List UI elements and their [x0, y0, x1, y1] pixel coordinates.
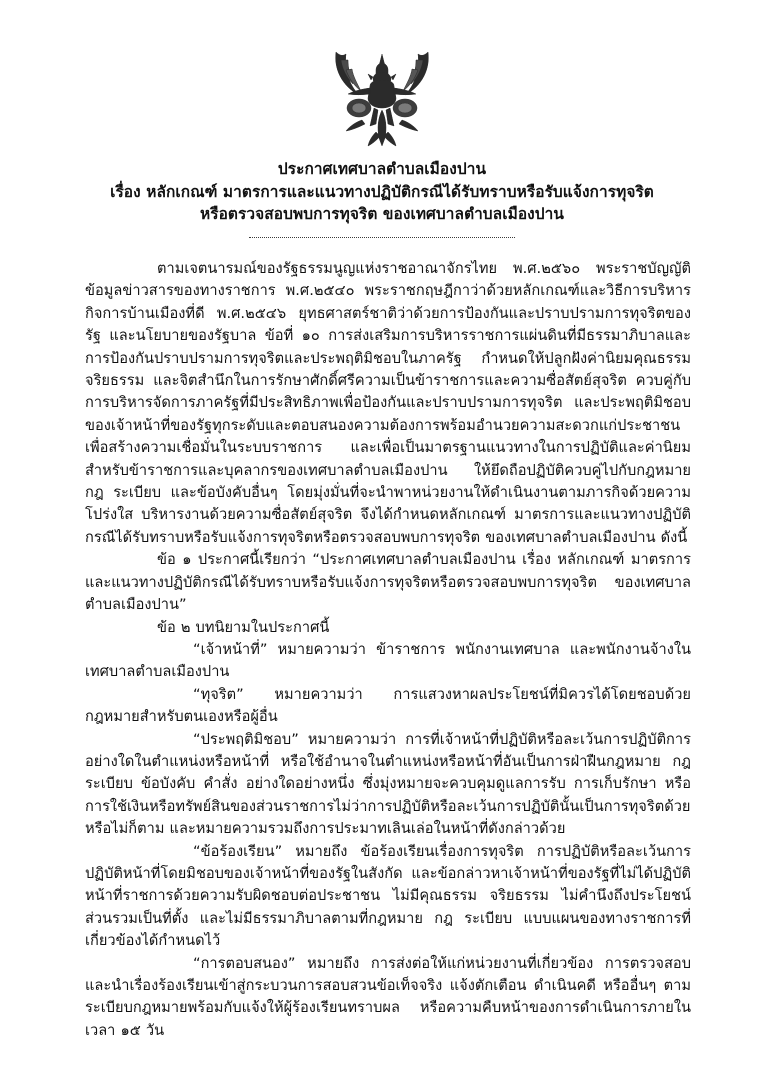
paragraph-definition-officer: “เจ้าหน้าที่” หมายความว่า ข้าราชการ พนักงานเทศบาล และพนักงานจ้างในเทศบาลตำบลเมืองปาน [85, 640, 691, 681]
paragraph-definition-response: “การตอบสนอง” หมายถึง การส่งต่อให้แก่หน่วยงานที่เกี่ยวข้อง การตรวจสอบและนำเรื่องร้องเรียนเข้าสู่กระบวนการสอบสวนข้อเท็จจริง แจ้งตักเตือน ดำเนินคดี หรืออื่นๆ ตามระเบียบกฎหมายพร้อมกับแจ้งให้ผู้ร้องเรียนทราบผล หรือความคืบหน้าของการดำเนินการภายในเวลา ๑๕ วัน [85, 954, 691, 1039]
heading-line-1: ประกาศเทศบาลตำบลเมืองปาน [277, 160, 487, 178]
garuda-emblem-icon [332, 46, 432, 150]
paragraph-clause-1: ข้อ ๑ ประกาศนี้เรียกว่า “ประกาศเทศบาลตำบลเมืองปาน เรื่อง หลักเกณฑ์ มาตรการและแนวทางปฏิบัติกรณีได้รับทราบหรือรับแจ้งการทุจริตหรือตรวจสอบพบการทุจริต ของเทศบาลตำบลเมืองปาน” [85, 551, 691, 614]
paragraph-preamble: ตามเจตนารมณ์ของรัฐธรรมนูญแห่งราชอาณาจักรไทย พ.ศ.๒๕๖๐ พระราชบัญญัติข้อมูลข่าวสารของทางราชการ พ.ศ.๒๕๔๐ พระราชกฤษฎีกาว่าด้วยหลักเกณฑ์และวิธีการบริหารกิจการบ้านเมืองที่ดี พ.ศ.๒๕๔๖ ยุทธศาสตร์ชาติว่าด้วยการป้องกันและปราบปรามการทุจริตของรัฐ และนโยบายของรัฐบาล ข้อที่ ๑๐ การส่งเสริมการบริหารราชการแผ่นดินที่มีธรรมาภิบาลและการป้องกันปราบปรามการทุจริตและประพฤติมิชอบในภาครัฐ กำหนดให้ปลูกฝังค่านิยมคุณธรรม จริยธรรม และจิตสำนึกในการรักษาศักดิ์ศรีความเป็นข้าราชการและความซื่อสัตย์สุจริต ควบคู่กับการบริหารจัดการภาครัฐที่มีประสิทธิภาพเพื่อป้องกันและปราบปรามการทุจริต และประพฤติมิชอบของเจ้าหน้าที่ของรัฐทุกระดับและตอบสนองความต้องการพร้อมอำนวยความสะดวกแก่ประชาชนเพื่อสร้างความเชื่อมั่นในระบบราชการ และเพื่อเป็นมาตรฐานแนวทางในการปฏิบัติและค่านิยมสำหรับข้าราชการและบุคลากรของเทศบาลตำบลเมืองปาน ให้ยึดถือปฏิบัติควบคู่ไปกับกฎหมาย กฎ ระเบียบ และข้อบังคับอื่นๆ โดยมุ่งมั่นที่จะนำพาหน่วยงานให้ดำเนินงานตามภารกิจด้วยความโปร่งใส บริหารงานด้วยความซื่อสัตย์สุจริต จึงได้กำหนดหลักเกณฑ์ มาตรการและแนวทางปฏิบัติกรณีได้รับทราบหรือรับแจ้งการทุจริตหรือตรวจสอบพบการทุจริต ของเทศบาลตำบลเมืองปาน ดังนี้ [85, 260, 691, 546]
heading-line-3: หรือตรวจสอบพบการทุจริต ของเทศบาลตำบลเมืองปาน [199, 205, 565, 223]
document-heading [62, 158, 702, 226]
document-body [85, 258, 691, 1042]
paragraph-definition-misconduct: “ประพฤติมิชอบ” หมายความว่า การที่เจ้าหน้าที่ปฏิบัติหรือละเว้นการปฏิบัติการอย่างใดในตำแหน่งหรือหน้าที่ หรือใช้อำนาจในตำแหน่งหรือหน้าที่อันเป็นการฝ่าฝืนกฎหมาย กฎ ระเบียบ ข้อบังคับ คำสั่ง อย่างใดอย่างหนึ่ง ซึ่งมุ่งหมายจะควบคุมดูแลการรับ การเก็บรักษา หรือการใช้เงินหรือทรัพย์สินของส่วนราชการไม่ว่าการปฏิบัติหรือละเว้นการปฏิบัตินั้นเป็นการทุจริตด้วยหรือไม่ก็ตาม และหมายความรวมถึงการประมาทเลินเล่อในหน้าที่ดังกล่าวด้วย [85, 730, 691, 838]
emblem-container [0, 46, 764, 150]
paragraph-definition-complaint: “ข้อร้องเรียน” หมายถึง ข้อร้องเรียนเรื่องการทุจริต การปฏิบัติหรือละเว้นการปฏิบัติหน้าที่โดยมิชอบของเจ้าหน้าที่ของรัฐในสังกัด และข้อกล่าวหาเจ้าหน้าที่ของรัฐที่ไม่ได้ปฏิบัติหน้าที่ราชการด้วยความรับผิดชอบต่อประชาชน ไม่มีคุณธรรม จริยธรรม ไม่คำนึงถึงประโยชน์ส่วนรวมเป็นที่ตั้ง และไม่มีธรรมาภิบาลตามที่กฎหมาย กฎ ระเบียบ แบบแผนของทางราชการที่เกี่ยวข้องได้กำหนดไว้ [85, 842, 691, 950]
dotted-rule [249, 237, 515, 238]
heading-line-2: เรื่อง หลักเกณฑ์ มาตรการและแนวทางปฏิบัติกรณีได้รับทราบหรือรับแจ้งการทุจริต [110, 182, 654, 201]
paragraph-clause-2: ข้อ ๒ บทนิยามในประกาศนี้ [157, 618, 330, 636]
heading-separator [0, 237, 764, 238]
paragraph-definition-corruption: “ทุจริต” หมายความว่า การแสวงหาผลประโยชน์ที่มิควรได้โดยชอบด้วยกฎหมายสำหรับตนเองหรือผู้อื่น [85, 685, 691, 726]
